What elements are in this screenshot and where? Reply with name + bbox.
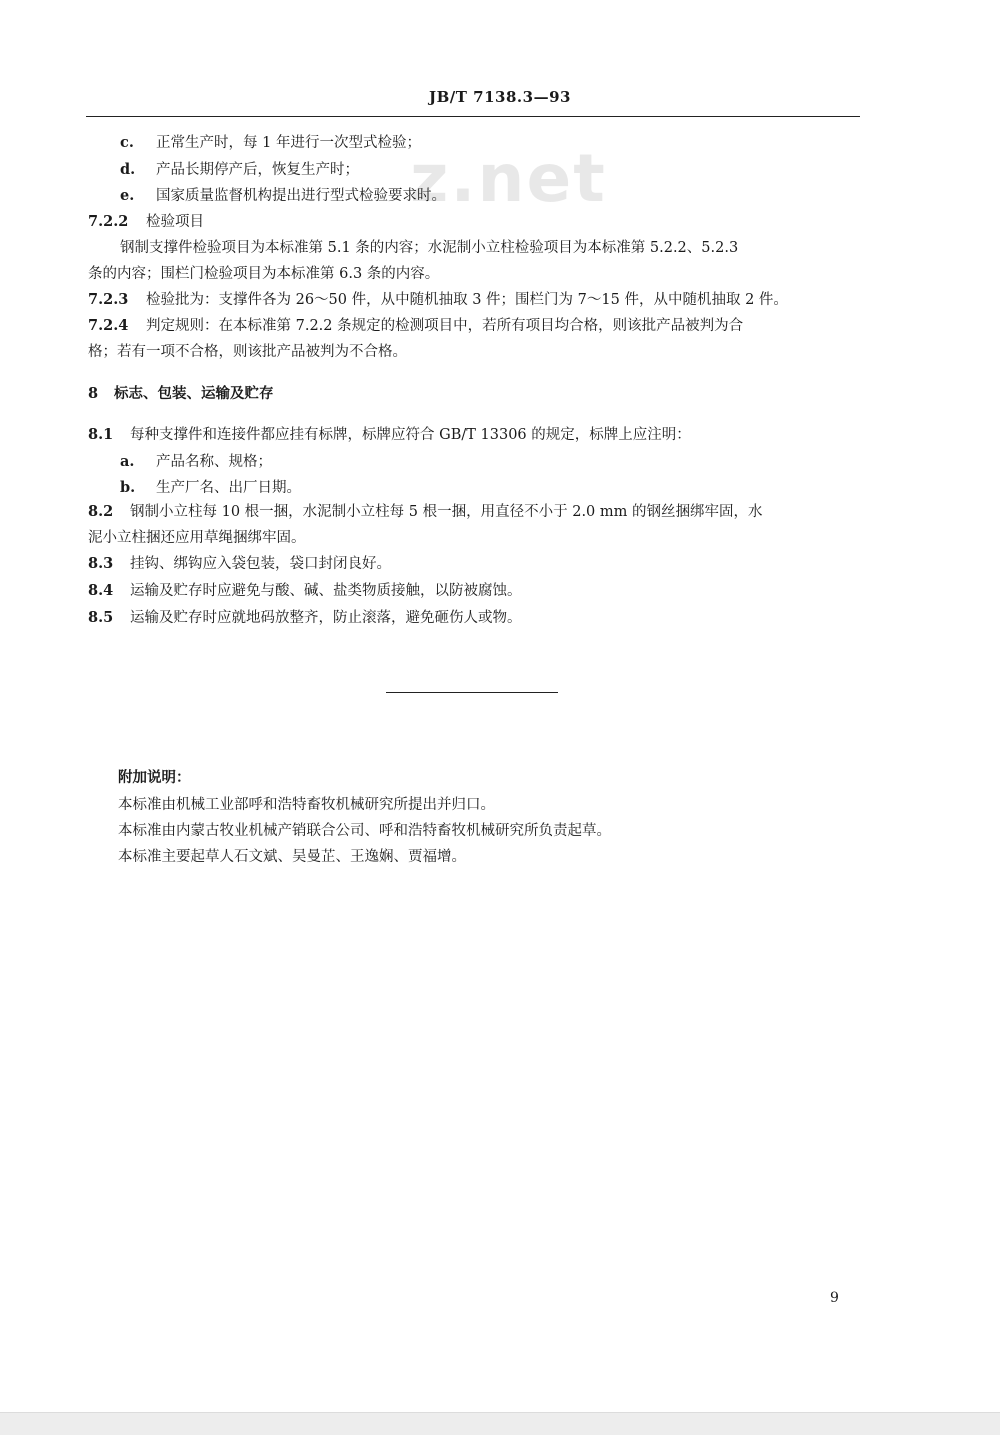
list-item-d: d. 产品长期停产后，恢复生产时； bbox=[120, 161, 359, 178]
list-item-a: a. 产品名称、规格； bbox=[120, 453, 272, 470]
list-item-c: c. 正常生产时，每 1 年进行一次型式检验； bbox=[120, 134, 421, 151]
clause-8-2-line2: 泥小立柱捆还应用草绳捆绑牢固。 bbox=[88, 530, 306, 546]
clause-7-2-2-heading: 7.2.2 检验项目 bbox=[88, 213, 204, 230]
watermark-text: z.net bbox=[410, 140, 607, 217]
list-item-e: e. 国家质量监督机构提出进行型式检验要求时。 bbox=[120, 187, 446, 204]
clause-8-3: 8.3 挂钩、绑钩应入袋包装，袋口封闭良好。 bbox=[88, 555, 391, 572]
page-header: JB/T 7138.3—93 bbox=[429, 88, 571, 106]
clause-7-2-2-line2: 条的内容；围栏门检验项目为本标准第 6.3 条的内容。 bbox=[88, 266, 440, 282]
end-rule bbox=[386, 692, 558, 693]
list-item-b: b. 生产厂名、出厂日期。 bbox=[120, 479, 301, 496]
appendix-title: 附加说明： bbox=[118, 769, 191, 786]
clause-8-4: 8.4 运输及贮存时应避免与酸、碱、盐类物质接触，以防被腐蚀。 bbox=[88, 582, 522, 599]
clause-8-5: 8.5 运输及贮存时应就地码放整齐，防止滚落，避免砸伤人或物。 bbox=[88, 609, 522, 626]
clause-7-2-4-line1: 7.2.4 判定规则：在本标准第 7.2.2 条规定的检测项目中，若所有项目均合格，则该批产品被判为合 bbox=[88, 317, 744, 334]
viewer-bottom-strip bbox=[0, 1412, 1000, 1435]
header-rule bbox=[86, 116, 860, 117]
clause-7-2-2-line1: 钢制支撑件检验项目为本标准第 5.1 条的内容；水泥制小立柱检验项目为本标准第 5.2.2、5.2.3 bbox=[120, 240, 739, 256]
clause-8-2-line1: 8.2 钢制小立柱每 10 根一捆，水泥制小立柱每 5 根一捆，用直径不小于 2.0 mm 的钢丝捆绑牢固，水 bbox=[88, 503, 763, 520]
appendix-line: 本标准主要起草人石文斌、吴曼芷、王逸娴、贾福增。 bbox=[118, 849, 466, 865]
appendix-line: 本标准由内蒙古牧业机械产销联合公司、呼和浩特畜牧机械研究所负责起草。 bbox=[118, 823, 611, 839]
clause-8-1: 8.1 每种支撑件和连接件都应挂有标牌，标牌应符合 GB/T 13306 的规定，标牌上应注明： bbox=[88, 426, 691, 443]
section-8-heading: 8 标志、包装、运输及贮存 bbox=[88, 385, 274, 402]
page-number: 9 bbox=[830, 1290, 839, 1306]
clause-7-2-4-line2: 格；若有一项不合格，则该批产品被判为不合格。 bbox=[88, 344, 407, 360]
appendix-line: 本标准由机械工业部呼和浩特畜牧机械研究所提出并归口。 bbox=[118, 797, 495, 813]
clause-7-2-3: 7.2.3 检验批为：支撑件各为 26～50 件，从中随机抽取 3 件；围栏门为 7～15 件，从中随机抽取 2 件。 bbox=[88, 291, 788, 308]
